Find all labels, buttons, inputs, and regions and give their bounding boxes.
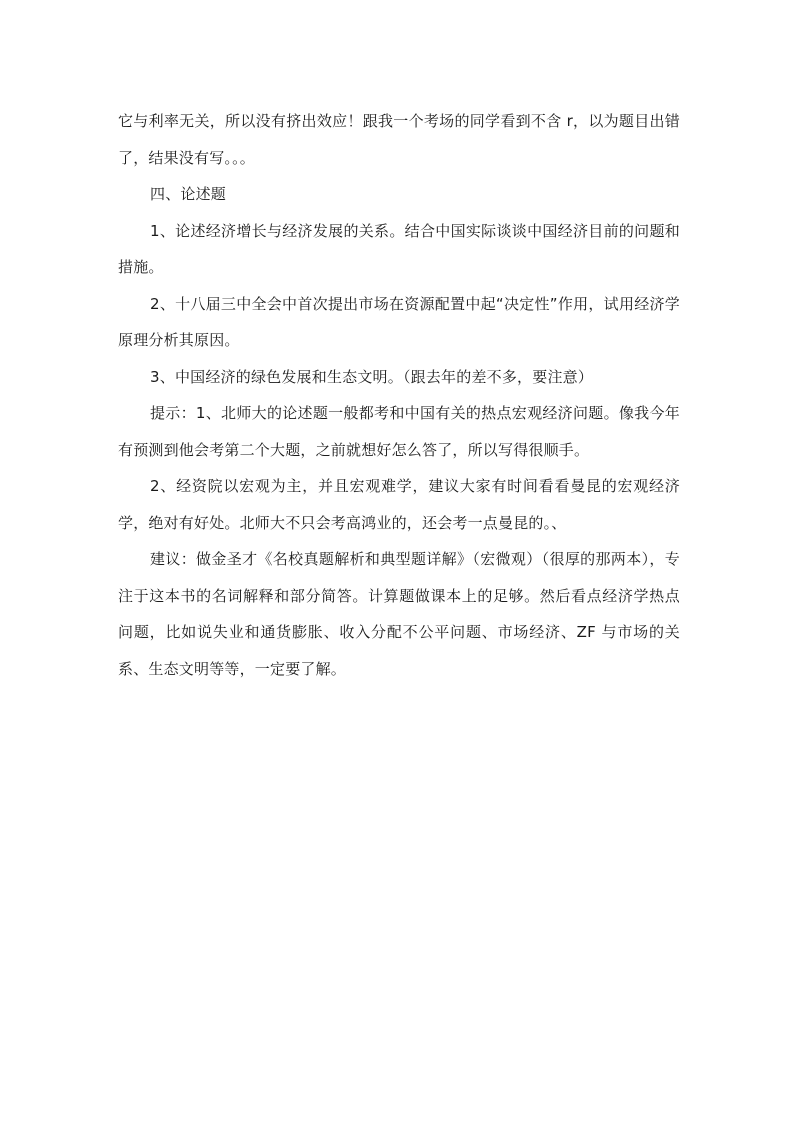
tip-2: 2、经资院以宏观为主，并且宏观难学，建议大家有时间看看曼昆的宏观经济学，绝对有好处。北师大不只会考高鸿业的，还会考一点曼昆的。、 [118, 477, 680, 532]
paragraph-continuation: 它与利率无关，所以没有挤出效应！跟我一个考场的同学看到不含 r，以为题目出错了，结果没有写。。。 [118, 112, 680, 167]
question-1: 1、论述经济增长与经济发展的关系。结合中国实际谈谈中国经济目前的问题和措施。 [118, 221, 680, 276]
question-3: 3、中国经济的绿色发展和生态文明。（跟去年的差不多，要注意） [150, 367, 594, 386]
document-body [118, 103, 680, 687]
section-heading-essay-questions: 四、论述题 [150, 185, 227, 203]
suggestion: 建议：做金圣才《名校真题解析和典型题详解》（宏微观）（很厚的那两本），专注于这本书的名词解释和部分简答。计算题做课本上的足够。然后看点经济学热点问题，比如说失业和通货膨胀、收入分配不公平问题、市场经济、ZF 与市场的关系、生态文明等等，一定要了解。 [118, 550, 680, 678]
question-2: 2、十八届三中全会中首次提出市场在资源配置中起“决定性”作用，试用经济学原理分析其原因。 [118, 294, 680, 349]
tip-1: 提示：1、北师大的论述题一般都考和中国有关的热点宏观经济问题。像我今年有预测到他会考第二个大题，之前就想好怎么答了，所以写得很顺手。 [118, 404, 680, 459]
